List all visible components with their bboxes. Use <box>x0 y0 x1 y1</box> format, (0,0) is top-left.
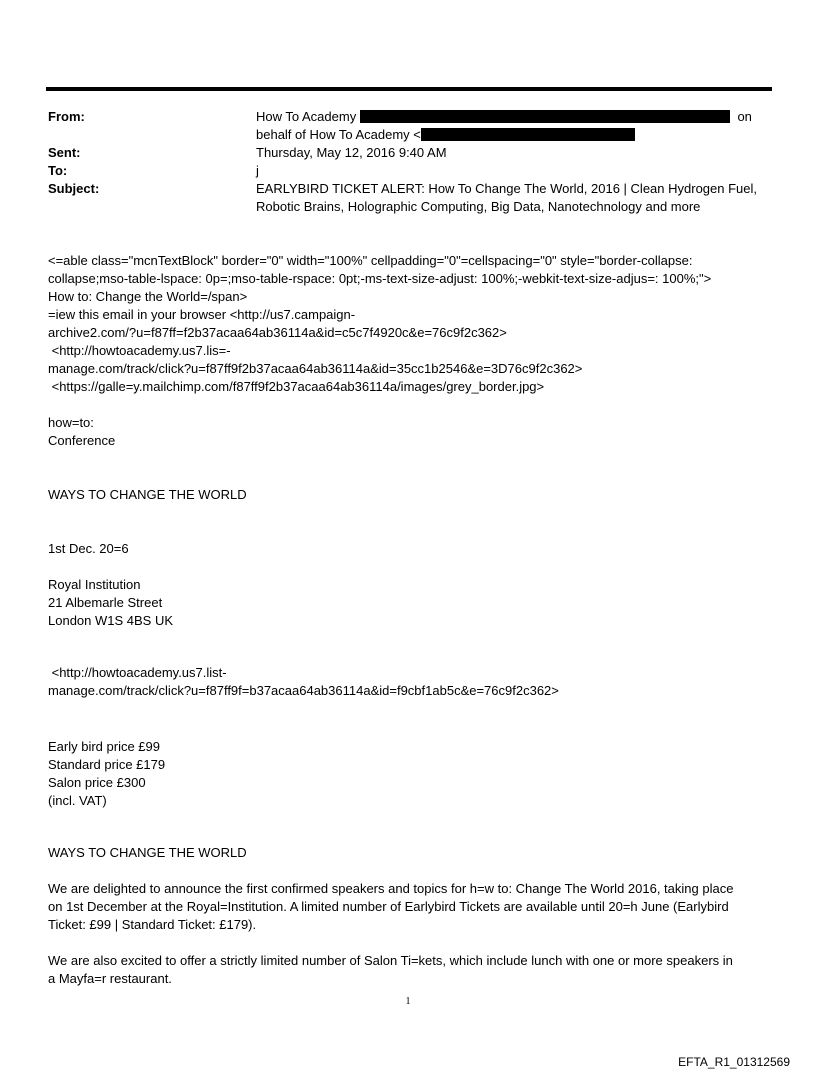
price-standard: Standard price £179 <box>48 757 166 772</box>
para2-line-2: a Mayfa=r restaurant. <box>48 971 172 986</box>
html-source-lines <box>48 252 770 396</box>
event-date: 1st Dec. 20=6 <box>48 541 129 556</box>
source-line: manage.com/track/click?u=f87ff9f2b37acaa64ab36114a&id=35cc1b2546&e=3D76c9f2c362> <box>48 361 583 376</box>
tracking-link-line-1[interactable]: <http://howtoacademy.us7.list- <box>48 665 227 680</box>
tracking-link-line-2[interactable]: manage.com/track/click?u=f87ff9f=b37acaa64ab36114a&id=f9cbf1ab5c&e=76c9f2c362> <box>48 683 559 698</box>
source-line: archive2.com/?u=f87ff=f2b37acaa64ab36114a&id=c5c7f4920c&e=76c9f2c362> <box>48 325 507 340</box>
redaction-block <box>360 110 730 123</box>
tracking-link[interactable] <box>48 664 770 700</box>
header-rule <box>46 87 772 91</box>
subject-line-1: EARLYBIRD TICKET ALERT: How To Change The World, 2016 | Clean Hydrogen Fuel, <box>256 181 758 196</box>
para1-line-3: Ticket: £99 | Standard Ticket: £179). <box>48 917 257 932</box>
conference-line: Conference <box>48 433 116 448</box>
from-on: on <box>737 109 752 124</box>
para1-line-1: We are delighted to announce the first confirmed speakers and topics for h=w to: Change The World 2016, taking place <box>48 881 734 896</box>
from-behalf <box>256 126 762 144</box>
venue-street: 21 Albemarle Street <box>48 595 163 610</box>
price-vat-note: (incl. VAT) <box>48 793 107 808</box>
price-salon: Salon price £300 <box>48 775 146 790</box>
source-line: <http://howtoacademy.us7.lis=- <box>48 343 231 358</box>
source-line: <https://galle=y.mailchimp.com/f87ff9f2b37acaa64ab36114a/images/grey_border.jpg> <box>48 379 545 394</box>
sent-value: Thursday, May 12, 2016 9:40 AM <box>256 145 447 160</box>
announcement-paragraph <box>48 880 770 934</box>
from-name: How To Academy <box>256 109 357 124</box>
venue-address <box>48 576 770 630</box>
para2-line-1: We are also excited to offer a strictly limited number of Salon Ti=kets, which include lunch with one or more speakers in <box>48 953 733 968</box>
howto-line: how=to: <box>48 415 94 430</box>
from-label: From: <box>48 109 85 124</box>
para1-line-2: on 1st December at the Royal=Institution. A limited number of Earlybird Tickets are available until 20=h June (Earlybird <box>48 899 729 914</box>
source-line: collapse;mso-table-lspace: 0p=;mso-table-rspace: 0pt;-ms-text-size-adjust: 100%;-webkit-text-size-adjus=: 100%;"> <box>48 271 712 286</box>
salon-paragraph <box>48 952 770 988</box>
from-behalf-text: behalf of How To Academy < <box>256 127 421 142</box>
ways-heading-1: WAYS TO CHANGE THE WORLD <box>48 487 247 502</box>
source-line: <=able class="mcnTextBlock" border="0" width="100%" cellpadding="0"=cellspacing="0" style="border-collapse: <box>48 253 693 268</box>
bates-number: EFTA_R1_01312569 <box>678 1055 790 1069</box>
redaction-block <box>421 128 635 141</box>
venue-city: London W1S 4BS UK <box>48 613 174 628</box>
email-body <box>48 252 770 396</box>
to-value: j <box>256 163 259 178</box>
howto-block <box>48 414 770 450</box>
source-line: =iew this email in your browser <http://us7.campaign- <box>48 307 356 322</box>
source-line: How to: Change the World=/span> <box>48 289 248 304</box>
subject-label: Subject: <box>48 181 100 196</box>
ways-heading-2: WAYS TO CHANGE THE WORLD <box>48 845 247 860</box>
page-number: 1 <box>405 996 411 1007</box>
sent-label: Sent: <box>48 145 81 160</box>
price-early-bird: Early bird price £99 <box>48 739 160 754</box>
price-list <box>48 738 770 810</box>
from-value <box>256 108 762 126</box>
subject-line-2: Robotic Brains, Holographic Computing, Big Data, Nanotechnology and more <box>256 199 701 214</box>
venue-name: Royal Institution <box>48 577 141 592</box>
to-label: To: <box>48 163 68 178</box>
email-header <box>48 108 772 228</box>
